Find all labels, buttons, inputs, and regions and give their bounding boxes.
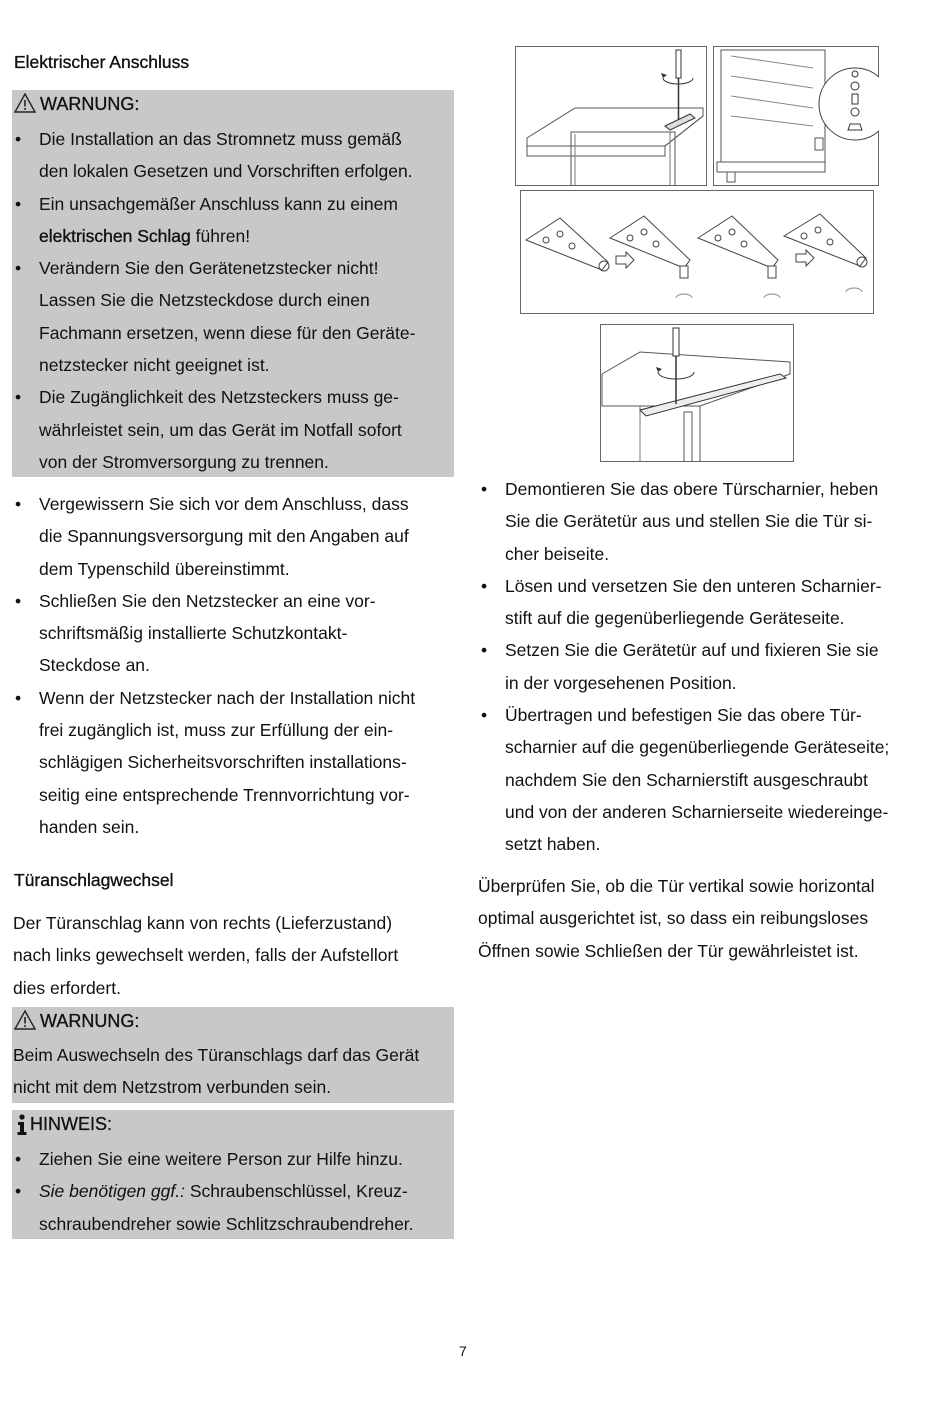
- figure-mount-top-hinge: [600, 324, 794, 462]
- list-item: • Schließen Sie den Netzstecker an eine vor- schriftsmäßig installierte Schutzkontakt- Steckdose an.: [15, 590, 376, 676]
- heading-door-reversal: Türanschlagwechsel: [14, 870, 174, 890]
- list-item: • Demontieren Sie das obere Türscharnier, heben Sie die Gerätetür aus und stellen Sie die Tür si- cher beiseite.: [481, 479, 879, 564]
- warning-triangle-icon: [14, 93, 36, 113]
- warning-list: [12, 123, 454, 478]
- alignment-paragraph: Überprüfen Sie, ob die Tür vertikal sowie horizontal optimal ausgerichtet ist, so dass ein reibungsloses Öffnen sowie Schließen der Tür gewährleistet ist.: [478, 876, 875, 961]
- note-list: [12, 1143, 454, 1240]
- list-item: • Sie benötigen ggf.: Schraubenschlüssel, Kreuz- schraubendreher sowie Schlitzschraubendreher.: [15, 1181, 414, 1234]
- list-item: • Ziehen Sie eine weitere Person zur Hilfe hinzu.: [15, 1149, 403, 1169]
- connection-instructions-list: [12, 488, 454, 843]
- info-icon: [16, 1114, 28, 1136]
- door-reversal-paragraph: Der Türanschlag kann von rechts (Lieferzustand) nach links gewechselt werden, falls der Aufstellort dies erfordert.: [13, 913, 399, 998]
- list-item: • Verändern Sie den Gerätenetzstecker nicht! Lassen Sie die Netzsteckdose durch einen Fachmann ersetzen, wenn diese für den Geräte- netzstecker nicht geeignet ist.: [15, 258, 416, 376]
- warning-text: Beim Auswechseln des Türanschlags darf das Gerät nicht mit dem Netzstrom verbunden sein.: [13, 1045, 420, 1098]
- figure-hinge-steps: [520, 190, 874, 314]
- warning-box-door: [12, 1007, 454, 1103]
- figure-hinge-pin-detail: [713, 46, 879, 186]
- list-item: • Setzen Sie die Gerätetür auf und fixieren Sie sie in der vorgesehenen Position.: [481, 640, 879, 693]
- door-reversal-steps-list: [478, 473, 918, 861]
- note-title: HINWEIS:: [30, 1114, 113, 1134]
- warning-box-electrical: [12, 90, 454, 477]
- page-number: 7: [459, 1343, 467, 1359]
- list-item: • Die Zugänglichkeit des Netzsteckers muss ge- währleistet sein, um das Gerät im Notfall sofort von der Stromversorgung zu trennen.: [15, 387, 402, 472]
- warning-triangle-icon: [14, 1010, 36, 1030]
- list-item: • Vergewissern Sie sich vor dem Anschluss, dass die Spannungsversorgung mit den Angaben auf dem Typenschild übereinstimmt.: [15, 494, 409, 579]
- warning-title: WARNUNG:: [40, 1011, 140, 1031]
- heading-electrical-connection: Elektrischer Anschluss: [14, 52, 190, 72]
- warning-title: WARNUNG:: [40, 94, 140, 114]
- figure-remove-top-hinge: [515, 46, 707, 186]
- list-item: • Ein unsachgemäßer Anschluss kann zu einem elektrischen Schlag führen!: [15, 193, 398, 246]
- list-item: • Die Installation an das Stromnetz muss gemäß den lokalen Gesetzen und Vorschriften erfolgen.: [15, 129, 413, 182]
- list-item: • Wenn der Netzstecker nach der Installation nicht frei zugänglich ist, muss zur Erfüllung der ein- schlägigen Sicherheitsvorschriften installations- seitig eine entsprechende Trennvorrichtung vor- handen sein.: [15, 687, 416, 837]
- note-box: [12, 1110, 454, 1239]
- list-item: • Übertragen und befestigen Sie das obere Tür- scharnier auf die gegenüberliegende Geräteseite; nachdem Sie den Scharnierstift ausgeschraubt und von der anderen Scharnierseite wiedereinge- setzt haben.: [481, 705, 890, 855]
- list-item: • Lösen und versetzen Sie den unteren Scharnier- stift auf die gegenüberliegende Geräteseite.: [481, 575, 882, 629]
